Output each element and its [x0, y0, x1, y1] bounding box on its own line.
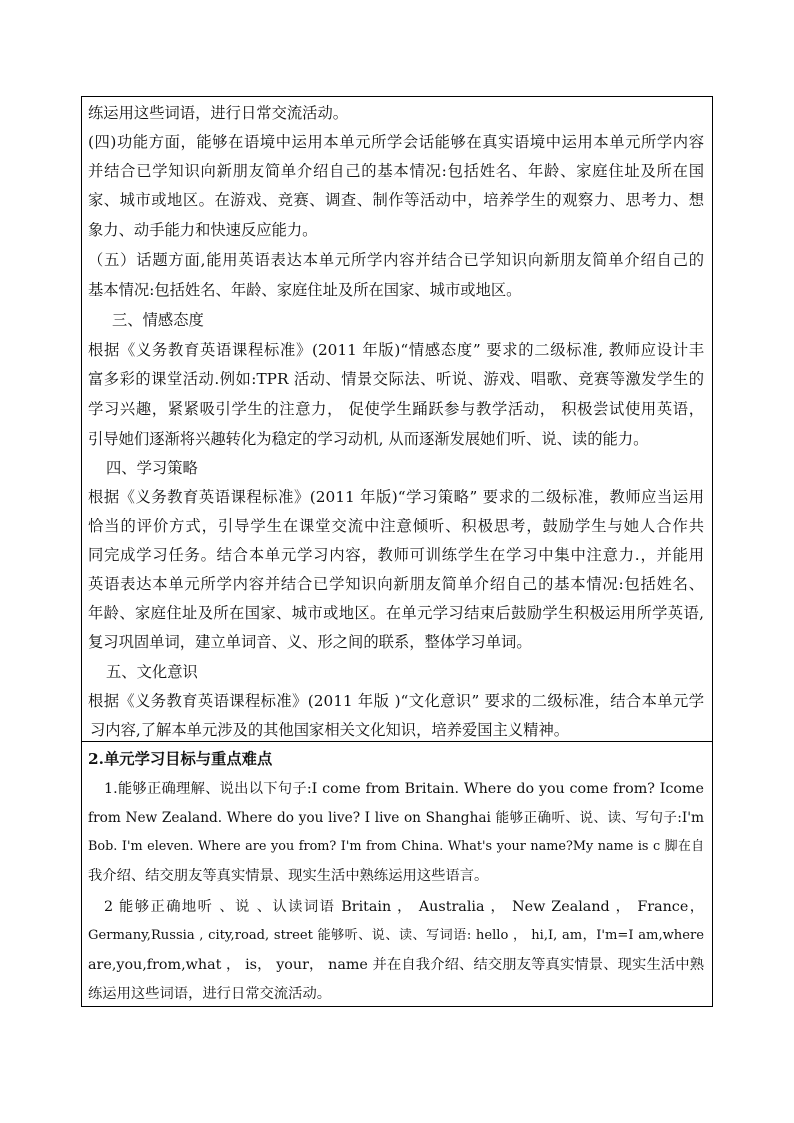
text-line: Bob. I'm eleven. Where are you from? I'm from China. What's your name?My name is c 脚在自: [88, 839, 704, 854]
text-line: 年龄、家庭住址及所在国家、城市或地区。在单元学习结束后鼓励学生积极运用所学英语,: [88, 604, 704, 622]
text-line: 基本情况:包括姓名、年龄、家庭住址及所在国家、城市或地区。: [88, 281, 522, 299]
text-line: 1.能够正确理解、说出以下句子:I come from Britain. Where do you come from? Icome: [104, 781, 704, 797]
text-line: 富多彩的课堂活动.例如:TPR 活动、情景交际法、听说、游戏、唱歌、竞赛等激发学生的: [88, 370, 704, 388]
section-objectives-cell: [82, 97, 712, 742]
text-line: 学习兴趣，紧紧吸引学生的注意力， 促使学生踊跃参与教学活动， 积极尝试使用英语，: [88, 400, 704, 418]
text-line: 英语表达本单元所学内容并结合已学知识向新朋友简单介绍自己的基本情况:包括姓名、: [88, 575, 704, 593]
text-line: 2 能够正确地听 、说 、认读词语 Britain ， Australia ， New Zealand ， France，: [104, 899, 704, 915]
text-line: 引导她们逐渐将兴趣转化为稳定的学习动机, 从而逐渐发展她们听、说、读的能力。: [88, 430, 649, 448]
text-line: 我介绍、结交朋友等真实情景、现实生活中熟练运用这些语言。: [88, 868, 489, 884]
text-line: 习内容,了解本单元涉及的其他国家相关文化知识，培养爱国主义精神。: [90, 721, 570, 739]
text-line: Germany,Russia , city,road, street 能够听、说、读、写词语: hello ， hi,I, am，I'm=I am,where: [88, 928, 704, 943]
text-line: (四)功能方面，能够在语境中运用本单元所学会话能够在真实语境中运用本单元所学内容: [88, 133, 704, 151]
text-line: are,you,from,what ， is， your， name 并在自我介绍、结交朋友等真实情景、现实生活中熟: [88, 957, 704, 973]
text-line: 根据《义务教育英语课程标准》(2011 年版)“学习策略” 要求的二级标准，教师应当运用: [88, 488, 704, 506]
section-heading: 2.单元学习目标与重点难点: [88, 750, 273, 768]
text-line: 并结合已学知识向新朋友简单介绍自己的基本情况:包括姓名、年龄、家庭住址及所在国: [88, 162, 704, 180]
text-line: （五）话题方面,能用英语表达本单元所学内容并结合已学知识向新朋友简单介绍自己的: [88, 251, 704, 269]
text-line: 根据《义务教育英语课程标准》(2011 年版 )“文化意识” 要求的二级标准，结合本单元学: [88, 692, 704, 710]
text-line: 练运用这些词语，进行日常交流活动。: [88, 986, 332, 1002]
text-line: 象力、动手能力和快速反应能力。: [88, 221, 318, 239]
text-line: 复习巩固单词，建立单词音、义、形之间的联系，整体学习单词。: [88, 633, 532, 651]
subheading-cultural-awareness: 五、文化意识: [106, 663, 198, 681]
subheading-learning-strategy: 四、学习策略: [106, 459, 198, 477]
text-line: 根据《义务教育英语课程标准》(2011 年版)“情感态度” 要求的二级标准, 教师应设计丰: [88, 341, 704, 359]
content-table: [81, 96, 713, 1007]
text-line: 练运用这些词语，进行日常交流活动。: [88, 104, 349, 122]
text-line: 家、城市或地区。在游戏、竞赛、调查、制作等活动中，培养学生的观察力、思考力、想: [88, 191, 704, 209]
text-line: from New Zealand. Where do you live? I live on Shanghai 能够正确听、说、读、写句子:I'm: [88, 810, 704, 826]
text-line: 恰当的评价方式，引导学生在课堂交流中注意倾听、积极思考，鼓励学生与她人合作共: [88, 517, 704, 535]
section-unit-goals-cell: [82, 742, 712, 1006]
subheading-emotional-attitude: 三、情感态度: [112, 311, 204, 329]
text-line: 同完成学习任务。结合本单元学习内容，教师可训练学生在学习中集中注意力.，并能用: [88, 546, 704, 564]
